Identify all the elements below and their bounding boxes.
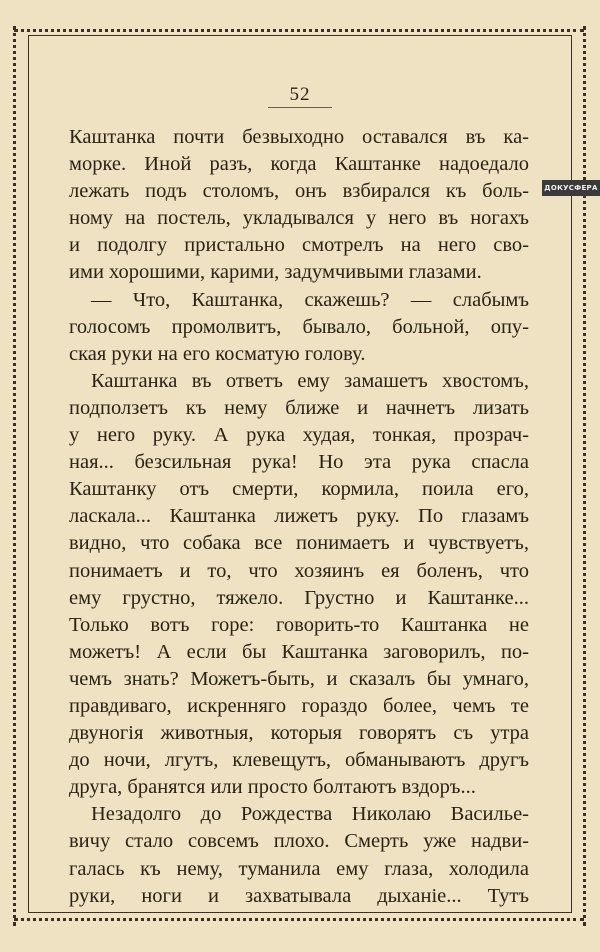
text-line: ская руки на его косматую голову.: [69, 342, 366, 365]
text-line: друга, бранятся или просто болтаютъ вздоръ...: [69, 776, 476, 799]
page-number-underline: [268, 107, 332, 108]
text-line: подползетъ къ нему ближе и начнетъ лизать: [69, 396, 529, 419]
text-line: ласкала... Каштанка лижетъ руку. По глазамъ: [69, 505, 529, 528]
top-border-dotted: [14, 29, 584, 32]
text-line: ими хорошими, карими, задумчивыми глазами.: [69, 261, 482, 284]
right-border-dotted: [583, 26, 586, 926]
text-line: Только вотъ горе: говорить-то Каштанка не: [69, 613, 529, 636]
text-line: Каштанку отъ смерти, кормила, поила его,: [69, 478, 529, 501]
text-line: ему грустно, тяжело. Грустно и Каштанке...: [69, 586, 529, 609]
bottom-border-line: [28, 912, 572, 913]
text-line: — Что, Каштанка, скажешь? — слабымъ: [91, 288, 529, 311]
text-line: Каштанка въ ответъ ему замашетъ хвостомъ,: [91, 369, 529, 392]
left-border-dotted: [13, 26, 16, 926]
text-line: двуногія животныя, которыя говорятъ съ утра: [69, 722, 529, 745]
page-number: 52: [289, 84, 311, 105]
text-line: у него руку. А рука худая, тонкая, прозрач-: [69, 424, 529, 447]
text-line: видно, что собака все понимаетъ и чувствуетъ,: [69, 532, 529, 555]
text-line: ному на постель, укладывался у него въ ногахъ: [69, 207, 529, 230]
text-line: до ночи, лгутъ, клевещутъ, обманываютъ другъ: [69, 749, 529, 772]
text-line: чемъ знать? Можетъ-быть, и сказалъ бы умнаго,: [69, 667, 529, 690]
text-line: вичу стало совсемъ плохо. Смерть уже надви-: [69, 830, 529, 853]
watermark-badge: ДОКУСФЕРА: [542, 180, 600, 196]
text-line: правдиваго, искренняго гораздо более, чемъ те: [69, 694, 529, 717]
text-line: морке. Иной разъ, когда Каштанке надоедало: [69, 153, 529, 176]
text-line: руки, ноги и захватывала дыханіе... Тутъ: [69, 884, 529, 907]
text-line: понимаетъ и то, что хозяинъ ея боленъ, что: [69, 559, 529, 582]
text-line: лежать подъ столомъ, онъ взбирался къ боль-: [69, 180, 529, 203]
text-line: галась къ нему, туманила ему глаза, холодила: [69, 857, 529, 880]
top-border-line: [28, 35, 572, 36]
body-text: [69, 124, 529, 910]
bottom-border-dotted: [14, 918, 584, 921]
text-line: голосомъ промолвитъ, бывало, больной, опу-: [69, 315, 529, 338]
right-border-line: [571, 35, 572, 913]
text-line: и подолгу пристально смотрелъ на него сво-: [69, 234, 529, 257]
text-line: Каштанка почти безвыходно оставался въ ка-: [69, 126, 529, 148]
text-line: можетъ! А если бы Каштанка заговорилъ, по-: [69, 640, 529, 663]
text-line: Незадолго до Рождества Николаю Василье-: [91, 803, 529, 826]
text-line: ная... безсильная рука! Но эта рука спасла: [69, 451, 529, 474]
left-border-line: [28, 35, 29, 913]
